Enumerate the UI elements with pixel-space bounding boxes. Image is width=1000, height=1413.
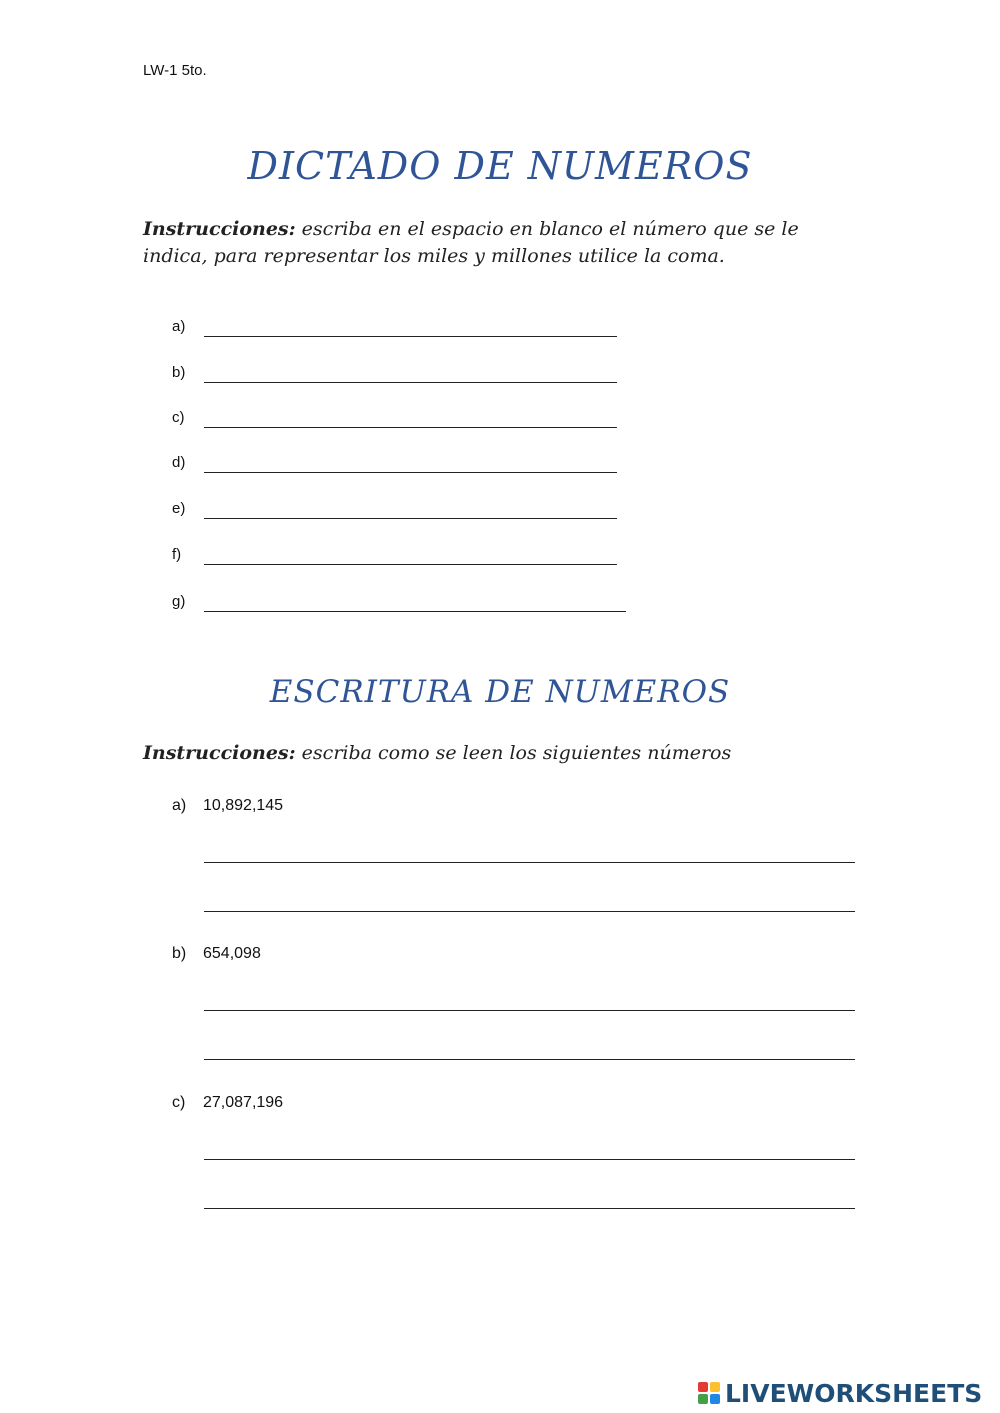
dictation-item [172,546,632,570]
instructions-dictation [143,216,843,270]
reading-item [172,1094,862,1224]
instructions-lead: Instrucciones: [143,218,296,240]
answer-line[interactable] [204,1159,855,1160]
dictation-item [172,409,632,433]
item-letter: d) [172,454,186,471]
section-title-dictation: DICTADO DE NUMEROS [247,144,753,188]
reading-item [172,797,862,927]
answer-line[interactable] [204,911,855,912]
item-number: 10,892,145 [203,797,284,814]
dictation-item [172,454,632,478]
logo-square [710,1382,720,1392]
instructions-lead: Instrucciones: [143,742,296,764]
item-letter: f) [172,546,182,563]
answer-blank[interactable] [204,611,626,612]
instructions-text: escriba como se leen los siguientes números [295,742,732,764]
instructions-reading [143,740,843,767]
logo-square [710,1394,720,1404]
liveworksheets-logo[interactable] [698,1378,982,1408]
item-letter: a) [172,797,187,814]
answer-blank[interactable] [204,427,617,428]
item-letter: a) [172,318,186,335]
instructions-text: escriba en el espacio en blanco el número que se le indica, para representar los miles y millones utilice la coma. [143,218,799,267]
item-letter: b) [172,945,187,962]
logo-square [698,1382,708,1392]
answer-blank[interactable] [204,564,617,565]
dictation-item [172,364,632,388]
answer-line[interactable] [204,1010,855,1011]
item-letter: c) [172,1094,186,1111]
item-letter: g) [172,593,186,610]
answer-blank[interactable] [204,382,617,383]
logo-icon [698,1382,720,1404]
answer-blank[interactable] [204,472,617,473]
logo-square [698,1394,708,1404]
dictation-item [172,318,632,342]
reading-item [172,945,862,1075]
answer-line[interactable] [204,862,855,863]
answer-blank[interactable] [204,518,617,519]
item-letter: e) [172,500,186,517]
section-title-reading: ESCRITURA DE NUMEROS [269,674,731,710]
logo-text: LIVEWORKSHEETS [725,1378,983,1408]
answer-blank[interactable] [204,336,617,337]
dictation-item [172,593,632,617]
item-number: 654,098 [203,945,261,962]
answer-line[interactable] [204,1208,855,1209]
answer-line[interactable] [204,1059,855,1060]
item-number: 27,087,196 [203,1094,284,1111]
dictation-item [172,500,632,524]
item-letter: c) [172,409,185,426]
worksheet-code: LW-1 5to. [143,62,207,79]
item-letter: b) [172,364,186,381]
